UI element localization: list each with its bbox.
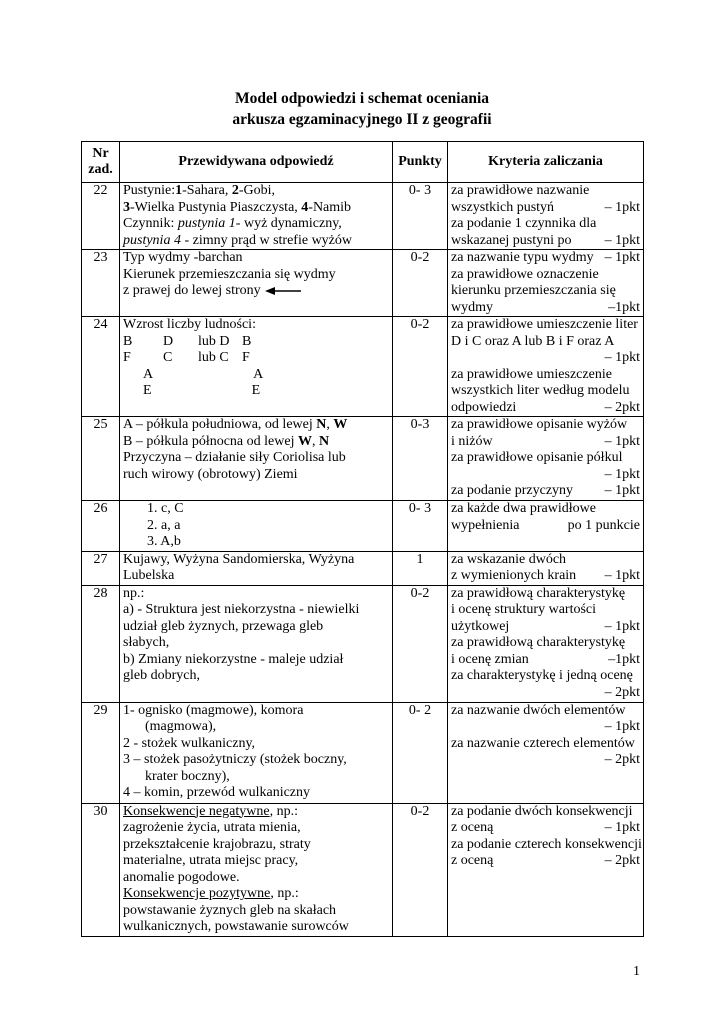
row-number: 22 [82, 183, 120, 250]
header-points: Punkty [393, 142, 448, 183]
answer-cell: np.: a) - Struktura jest niekorzystna - niewielki udział gleb żyznych, przewaga gleb słabych, b) Zmiany niekorzystne - maleje udział gleb dobrych, [120, 585, 393, 702]
arrow-left-icon [265, 286, 301, 296]
page-number: 1 [633, 964, 640, 979]
points-cell: 0-2 [393, 250, 448, 317]
points-cell: 0-2 [393, 803, 448, 936]
criteria-cell: za nazwanie dwóch elementów – 1pkt za nazwanie czterech elementów – 2pkt [448, 702, 644, 803]
doc-title-line2: arkusza egzaminacyjnego II z geografii [232, 111, 492, 128]
table-row [82, 417, 644, 501]
criteria-cell: za podanie dwóch konsekwencji z oceną – 1pkt za podanie czterech konsekwencji z oceną – 2pkt [448, 803, 644, 936]
table-row [82, 250, 644, 317]
points-cell: 0- 3 [393, 501, 448, 552]
answer-cell: 1. c, C 2. a, a 3. A,b [120, 501, 393, 552]
answer-cell: 1- ognisko (magmowe), komora (magmowa), 2 - stożek wulkaniczny, 3 – stożek pasożytniczy (stożek boczny, krater boczny), 4 – komin, przewód wulkaniczny [120, 702, 393, 803]
answer-cell: Typ wydmy -barchan Kierunek przemieszczania się wydmy z prawej do lewej strony [120, 250, 393, 317]
table-row [82, 183, 644, 250]
answer-table [81, 141, 644, 937]
row-number: 23 [82, 250, 120, 317]
table-header-row [82, 142, 644, 183]
answer-cell: Konsekwencje negatywne, np.: zagrożenie życia, utrata mienia, przekształcenie krajobrazu, straty materialne, utrata miejsc pracy, anomalie pogodowe. Konsekwencje pozytywne, np.: powstawanie żyznych gleb na skałach wulkanicznych, powstawanie surowców [120, 803, 393, 936]
table-row [82, 317, 644, 417]
criteria-cell: za prawidłową charakterystykę i ocenę struktury wartości użytkowej – 1pkt za prawidłową charakterystykę i ocenę zmian –1pkt za charakterystykę i jedną ocenę – 2pkt [448, 585, 644, 702]
header-nr: Nr zad. [82, 142, 120, 183]
row-number: 26 [82, 501, 120, 552]
points-cell: 0-3 [393, 417, 448, 501]
criteria-cell: za prawidłowe nazwanie wszystkich pustyń – 1pkt za podanie 1 czynnika dla wskazanej pustyni po – 1pkt [448, 183, 644, 250]
points-cell: 0-2 [393, 317, 448, 417]
row-number: 24 [82, 317, 120, 417]
table-row [82, 501, 644, 552]
criteria-cell: za każde dwa prawidłowe wypełnienia po 1 punkcie [448, 501, 644, 552]
table-row [82, 551, 644, 585]
doc-title-line1: Model odpowiedzi i schemat oceniania [234, 90, 490, 107]
header-answer: Przewidywana odpowiedź [120, 142, 393, 183]
row-number: 28 [82, 585, 120, 702]
answer-cell: A – półkula południowa, od lewej N, W B – półkula północna od lewej W, N Przyczyna – działanie siły Coriolisa lub ruch wirowy (obrotowy) Ziemi [120, 417, 393, 501]
answer-cell: Wzrost liczby ludności: B D lub D B F C lub C F A A E E [120, 317, 393, 417]
table-row [82, 702, 644, 803]
header-criteria: Kryteria zaliczania [448, 142, 644, 183]
points-cell: 0- 2 [393, 702, 448, 803]
table-row [82, 803, 644, 936]
row-number: 25 [82, 417, 120, 501]
points-cell: 0- 3 [393, 183, 448, 250]
answer-cell: Kujawy, Wyżyna Sandomierska, Wyżyna Lubelska [120, 551, 393, 585]
row-number: 30 [82, 803, 120, 936]
criteria-cell: za prawidłowe umieszczenie liter D i C oraz A lub B i F oraz A – 1pkt za prawidłowe umieszczenie wszystkich liter według modelu odpowiedzi – 2pkt [448, 317, 644, 417]
points-cell: 1 [393, 551, 448, 585]
points-cell: 0-2 [393, 585, 448, 702]
criteria-cell: za nazwanie typu wydmy – 1pkt za prawidłowe oznaczenie kierunku przemieszczania się wydmy –1pkt [448, 250, 644, 317]
table-row [82, 585, 644, 702]
row-number: 29 [82, 702, 120, 803]
criteria-cell: za prawidłowe opisanie wyżów i niżów – 1pkt za prawidłowe opisanie półkul – 1pkt za podanie przyczyny – 1pkt [448, 417, 644, 501]
letter-model-grid: B D lub D B F C lub C F [123, 333, 252, 365]
row-number: 27 [82, 551, 120, 585]
answer-cell: Pustynie:1-Sahara, 2-Gobi, 3-Wielka Pustynia Piaszczysta, 4-Namib Czynnik: pustynia 1- wyż dynamiczny, pustynia 4 - zimny prąd w strefie wyżów [120, 183, 393, 250]
criteria-cell: za wskazanie dwóch z wymienionych krain – 1pkt [448, 551, 644, 585]
